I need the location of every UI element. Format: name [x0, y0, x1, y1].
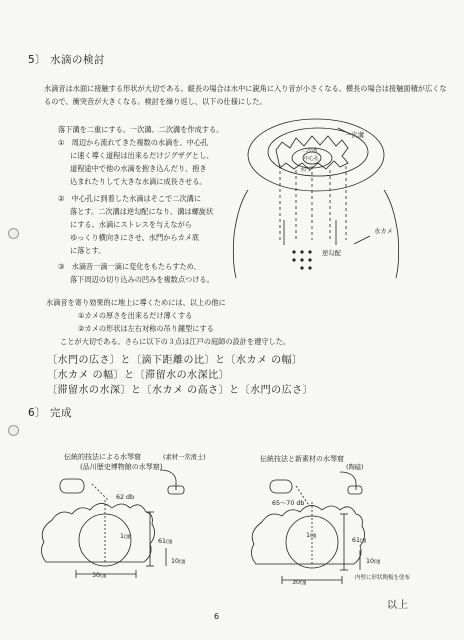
- label-gate: 水門: [300, 167, 311, 173]
- emphasis-line: 〔滞留水の水深〕と〔水カメ の高さ〕と〔水門の広さ〕: [47, 385, 314, 396]
- left-water-depth: 1㎝: [120, 533, 131, 540]
- left-figure-credit: (素材一常滑土): [163, 454, 206, 461]
- label-primary-groove: 一次溝: [345, 132, 364, 139]
- jar-left: [233, 190, 248, 278]
- section-5-intro: 水滴音は水面に接触する形状が大切である。縦長の場合は水中に鋭角に入り音が小さくなる。横長の場合は接触面積が広くなるので、衝突音が大きくなる。検討を繰り返し、以下の仕様にした。: [44, 84, 447, 106]
- right-figure-title: 伝統技法と新素材の水琴窟: [260, 455, 344, 463]
- label-jar: 水カメ: [374, 228, 393, 235]
- left-figure-title: 伝統的技法による水琴窟: [64, 453, 141, 461]
- left-basin: [60, 479, 84, 493]
- spec-list-line: ③ 水滴音一滴一滴に変化をもたらすため、: [58, 262, 201, 271]
- body-line: ①カメの厚さを出来るだけ薄くする: [78, 311, 193, 320]
- body-line: 水滴音を寄り効果的に地上に導くためには、以上の他に: [46, 298, 226, 307]
- spec-list-line: ゆっくり横向きにさせ、水門からカメ底: [70, 233, 200, 242]
- right-depth: 10㎝: [366, 558, 381, 565]
- left-spout: [168, 486, 184, 494]
- right-height: 61㎝: [352, 537, 367, 544]
- right-spout: [348, 486, 362, 494]
- right-jar: [286, 516, 338, 568]
- spec-list-line: 落下周辺の切り込みの凹みを複数点つける。: [70, 275, 214, 284]
- spec-list-line: ② 中心孔に到着した水滴はそこで二次溝に: [58, 194, 202, 203]
- section-5-heading: 5〕 水滴の検討: [28, 54, 106, 66]
- left-jar: [79, 514, 131, 566]
- spec-list-line: 落とす。二次溝は逆勾配になり、溝は螺旋状: [70, 207, 214, 216]
- emphasis-line: 〔水カメ の幅〕と〔滞留水の水深比〕: [47, 370, 230, 381]
- spec-list-line: にする。水滴にストレスを与えながら: [70, 220, 192, 229]
- left-stones: [41, 503, 154, 562]
- spec-list-line: に落とす。: [70, 246, 106, 255]
- punch-hole: [8, 425, 19, 436]
- left-figure-subtitle: (品川歴史博物館の水琴窟): [80, 463, 163, 471]
- left-height: 61㎝: [158, 538, 173, 545]
- label-secondary-groove: 二次溝: [302, 148, 318, 154]
- section-6-heading: 6〕 完成: [28, 407, 73, 419]
- left-drop-db: 62 db: [116, 494, 135, 501]
- right-note: 内壁に形状陶板を塗布: [355, 575, 411, 581]
- spec-list-line: 込まれたりして大きな水滴に成長させる。: [70, 177, 207, 186]
- end-mark: 以上: [387, 600, 409, 611]
- right-drop-db: 65～70 db: [272, 500, 305, 507]
- spec-list-line: ① 周辺から流れてきた複数の水滴を、中心孔: [58, 138, 209, 147]
- left-width: 30㎝: [92, 572, 107, 579]
- label-reverse-slope: 逆勾配: [322, 250, 341, 257]
- right-basin: [270, 480, 292, 493]
- right-figure-credit: (陶磁): [346, 464, 364, 471]
- body-line: ことが大切である。さらに以下の３点は江戸の庭師の設計を遵守した。: [60, 337, 291, 346]
- right-width: 30㎝: [292, 579, 307, 586]
- emphasis-line: 〔水門の広さ〕と〔滴下距離の比〕と〔水カメ の幅〕: [47, 355, 303, 366]
- label-center-hole: 中心孔: [304, 156, 320, 162]
- spec-list-line: 道程途中で他の水滴を抱き込んだり、抱き: [70, 164, 207, 173]
- left-depth: 10㎝: [171, 558, 186, 565]
- punch-hole: [8, 228, 19, 239]
- spec-list-line: 落下溝を二重にする。一次溝、二次溝を作成する。: [58, 125, 224, 134]
- page-number: 6: [214, 612, 220, 621]
- right-water-depth: 1㎝: [306, 532, 317, 539]
- spec-list-line: に速く導く道程は出来るだけジグザグとし、: [70, 151, 214, 160]
- body-line: ②カメの形状は左右対称の吊り鐘型にする: [78, 324, 214, 333]
